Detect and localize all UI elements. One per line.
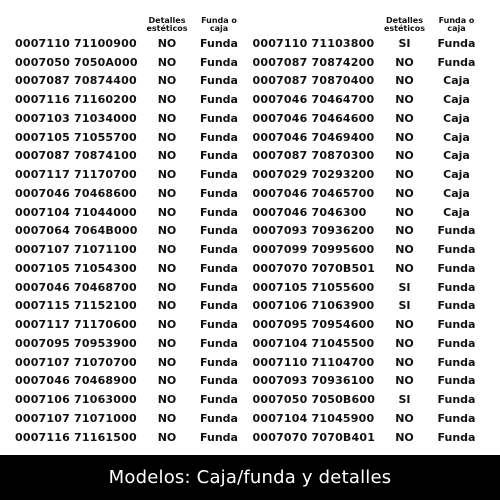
tipo-value: Funda	[200, 336, 238, 350]
model-code: 0007046 70468700	[15, 280, 137, 294]
detalles-value: NO	[157, 355, 177, 369]
model-code: 0007105 71055700	[15, 130, 137, 144]
model-code: 0007087 70870300	[252, 149, 375, 163]
model-code: 0007087 70874100	[15, 149, 137, 163]
detalles-value: NO	[395, 149, 414, 163]
tipo-value: Funda	[200, 93, 238, 107]
model-code: 0007105 71055600	[252, 280, 375, 294]
model-code: 0007110 71104700	[252, 355, 375, 369]
tipo-value: Funda	[200, 55, 238, 69]
model-code: 0007107 71070700	[15, 355, 137, 369]
model-code: 0007064 7064B000	[15, 224, 138, 238]
detalles-value: NO	[157, 93, 177, 107]
model-code: 0007095 70953900	[15, 336, 137, 350]
tipo-value: Funda	[200, 149, 238, 163]
model-code: 0007050 7050B600	[252, 393, 376, 407]
model-code: 0007087 70874200	[252, 55, 375, 69]
detalles-value: NO	[157, 130, 177, 144]
detalles-value: SI	[398, 299, 411, 313]
tipo-value: Caja	[443, 111, 470, 125]
model-code: 0007104 71045500	[252, 336, 375, 350]
tipo-value: Caja	[443, 130, 470, 144]
model-code: 0007070 7070B401	[252, 430, 376, 444]
detalles-value: NO	[395, 411, 414, 425]
header-detalles: Detalles estéticos	[146, 16, 188, 33]
tipo-value: Funda	[437, 224, 476, 238]
tipo-value: Funda	[437, 261, 476, 275]
tipo-value: Funda	[200, 205, 238, 219]
detalles-value: NO	[157, 243, 177, 257]
model-code: 0007029 70293200	[252, 168, 375, 182]
tipo-value: Caja	[443, 168, 470, 182]
tipo-value: Funda	[437, 430, 476, 444]
detalles-value: NO	[395, 74, 414, 88]
tipo-value: Funda	[437, 374, 476, 388]
tipo-value: Funda	[200, 36, 238, 50]
model-code: 0007110 71100900	[15, 36, 137, 50]
detalles-value: NO	[395, 205, 414, 219]
detalles-value: NO	[395, 336, 414, 350]
models-table-left	[15, 10, 253, 447]
tipo-value: Funda	[200, 280, 238, 294]
model-code: 0007117 71170600	[15, 318, 137, 332]
tipo-value: Funda	[200, 186, 238, 200]
tipo-value: Funda	[200, 130, 238, 144]
model-code: 0007050 7050A000	[15, 55, 138, 69]
model-code: 0007093 70936200	[252, 224, 375, 238]
detalles-value: NO	[157, 186, 177, 200]
model-code: 0007046 70468900	[15, 374, 137, 388]
model-code: 0007104 71044000	[15, 205, 137, 219]
tipo-value: Funda	[200, 374, 238, 388]
tipo-value: Funda	[437, 36, 476, 50]
detalles-value: NO	[157, 393, 177, 407]
model-code: 0007093 70936100	[252, 374, 375, 388]
detalles-value: NO	[157, 168, 177, 182]
models-table-right	[253, 10, 491, 447]
tipo-value: Funda	[200, 261, 238, 275]
detalles-value: NO	[395, 93, 414, 107]
detalles-value: SI	[398, 280, 411, 294]
header-tipo: Funda o caja	[438, 16, 475, 33]
detalles-value: NO	[395, 224, 414, 238]
tipo-value: Funda	[200, 355, 238, 369]
model-code: 0007107 71071100	[15, 243, 137, 257]
model-code: 0007087 70870400	[252, 74, 375, 88]
detalles-value: NO	[395, 55, 414, 69]
detalles-value: SI	[398, 36, 411, 50]
detalles-value: NO	[157, 74, 177, 88]
tipo-value: Funda	[437, 318, 476, 332]
caption-bar	[0, 455, 500, 500]
detalles-value: NO	[157, 374, 177, 388]
tipo-value: Funda	[437, 355, 476, 369]
model-code: 0007087 70874400	[15, 74, 137, 88]
detalles-value: NO	[157, 318, 177, 332]
detalles-value: NO	[157, 149, 177, 163]
detalles-value: NO	[157, 205, 177, 219]
detalles-value: SI	[398, 393, 411, 407]
tipo-value: Funda	[437, 336, 476, 350]
tipo-value: Funda	[437, 411, 476, 425]
model-code: 0007116 71161500	[15, 430, 137, 444]
tipo-value: Funda	[200, 411, 238, 425]
detalles-value: NO	[395, 168, 414, 182]
model-code: 0007103 71034000	[15, 111, 137, 125]
model-code: 0007105 71054300	[15, 261, 137, 275]
model-code: 0007115 71152100	[15, 299, 137, 313]
header-tipo: Funda o caja	[201, 16, 237, 33]
tipo-value: Funda	[437, 243, 476, 257]
tipo-value: Caja	[443, 93, 470, 107]
model-code: 0007110 71103800	[252, 36, 375, 50]
model-code: 0007117 71170700	[15, 168, 137, 182]
tipo-value: Caja	[443, 186, 470, 200]
detalles-value: NO	[157, 299, 177, 313]
tipo-value: Funda	[200, 243, 238, 257]
detalles-value: NO	[157, 36, 177, 50]
model-code: 0007106 71063000	[15, 393, 137, 407]
tipo-value: Caja	[443, 205, 470, 219]
detalles-value: NO	[395, 355, 414, 369]
model-code: 0007106 71063900	[252, 299, 375, 313]
detalles-value: NO	[157, 261, 177, 275]
detalles-value: NO	[395, 374, 414, 388]
tipo-value: Funda	[200, 318, 238, 332]
header-detalles: Detalles estéticos	[383, 16, 425, 33]
detalles-value: NO	[157, 224, 177, 238]
model-code: 0007046 70469400	[252, 130, 375, 144]
detalles-value: NO	[395, 130, 414, 144]
tipo-value: Funda	[200, 111, 238, 125]
detalles-value: NO	[395, 318, 414, 332]
tipo-value: Funda	[437, 55, 476, 69]
tipo-value: Funda	[200, 224, 238, 238]
model-code: 0007099 70995600	[252, 243, 375, 257]
tipo-value: Caja	[443, 74, 470, 88]
detalles-value: NO	[395, 186, 414, 200]
model-code: 0007046 70464700	[252, 93, 375, 107]
tipo-value: Funda	[200, 430, 238, 444]
model-code: 0007107 71071000	[15, 411, 137, 425]
model-code: 0007046 7046300	[252, 205, 367, 219]
tipo-value: Caja	[443, 149, 470, 163]
detalles-value: NO	[157, 280, 177, 294]
model-code: 0007046 70468600	[15, 186, 137, 200]
detalles-value: NO	[157, 411, 177, 425]
model-code: 0007070 7070B501	[252, 261, 376, 275]
model-code: 0007095 70954600	[252, 318, 375, 332]
model-code: 0007104 71045900	[252, 411, 375, 425]
tipo-value: Funda	[437, 299, 476, 313]
tipo-value: Funda	[437, 393, 476, 407]
caption-text: Modelos: Caja/funda y detalles	[108, 467, 392, 488]
detalles-value: NO	[395, 111, 414, 125]
models-table	[15, 10, 490, 447]
tipo-value: Funda	[200, 299, 238, 313]
model-code: 0007046 70464600	[252, 111, 375, 125]
detalles-value: NO	[157, 55, 177, 69]
model-code: 0007116 71160200	[15, 93, 137, 107]
detalles-value: NO	[395, 243, 414, 257]
model-code: 0007046 70465700	[252, 186, 375, 200]
tipo-value: Funda	[200, 168, 238, 182]
detalles-value: NO	[157, 111, 177, 125]
tipo-value: Funda	[437, 280, 476, 294]
detalles-value: NO	[157, 430, 177, 444]
tipo-value: Funda	[200, 393, 238, 407]
detalles-value: NO	[395, 430, 414, 444]
tipo-value: Funda	[200, 74, 238, 88]
detalles-value: NO	[395, 261, 414, 275]
detalles-value: NO	[157, 336, 177, 350]
